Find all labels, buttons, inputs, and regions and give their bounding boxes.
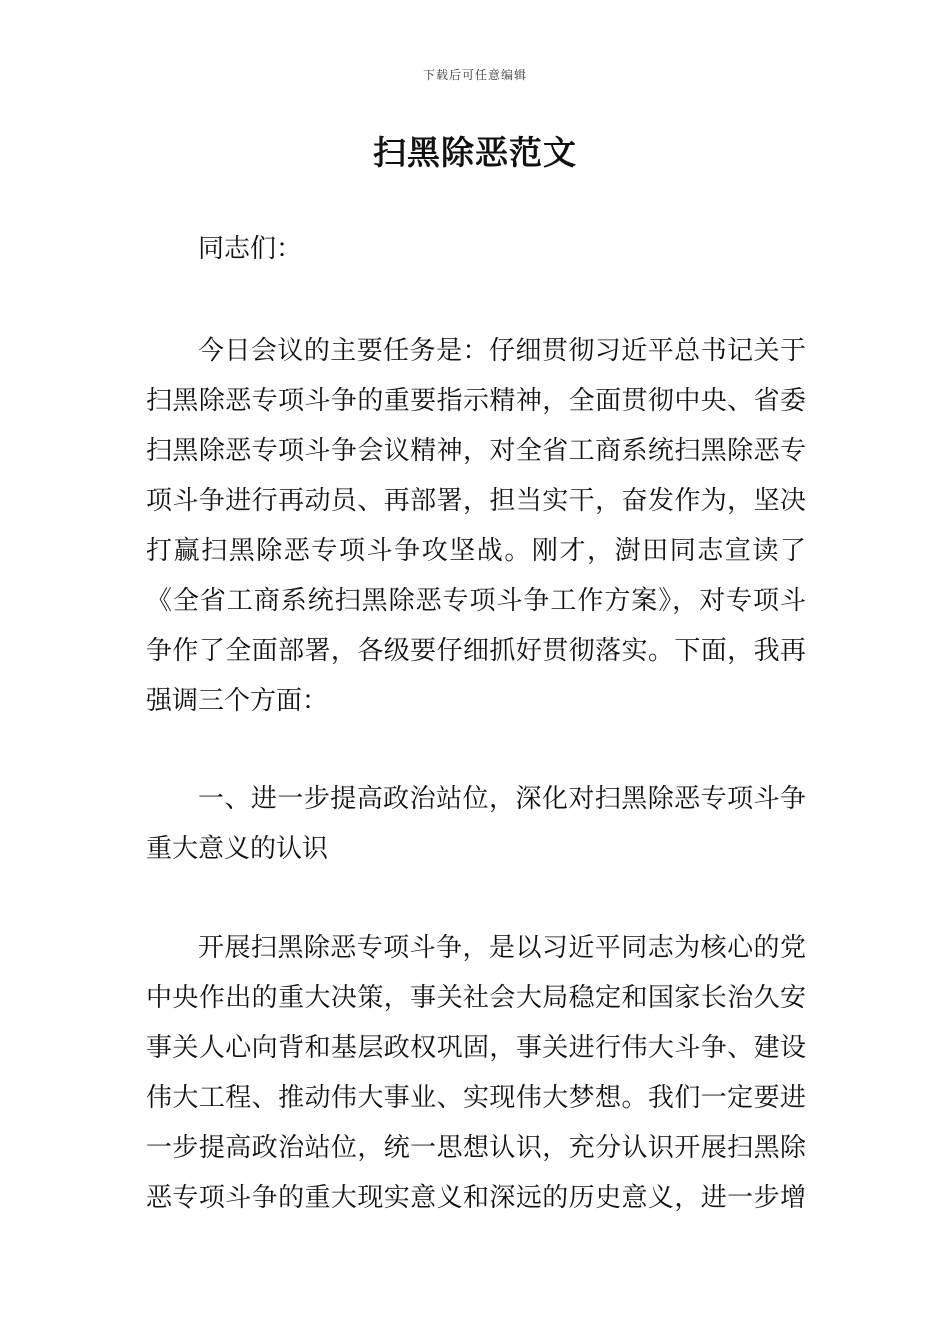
paragraph-line: 一步提高政治站位，统一思想认识，充分认识开展扫黑除: [146, 1133, 806, 1163]
paragraph-line: 伟大工程、推动伟大事业、实现伟大梦想。我们一定要进: [146, 1083, 806, 1113]
header-note: 下载后可任意编辑: [422, 68, 527, 82]
paragraph-line: 争作了全面部署，各级要仔细抓好贯彻落实。下面，我再: [146, 636, 806, 666]
section-heading-line: 一、进一步提高政治站位，深化对扫黑除恶专项斗争: [198, 784, 806, 814]
document-title: 扫黑除恶范文: [373, 133, 577, 172]
paragraph-line: 事关人心向背和基层政权巩固，事关进行伟大斗争、建设: [146, 1033, 806, 1063]
paragraph-line: 打赢扫黑除恶专项斗争攻坚战。刚才，澍田同志宣读了: [146, 536, 806, 566]
paragraph-line: 恶专项斗争的重大现实意义和深远的历史意义，进一步增: [146, 1183, 806, 1213]
paragraph-line: 扫黑除恶专项斗争的重要指示精神，全面贯彻中央、省委: [146, 386, 806, 416]
paragraph-line: 项斗争进行再动员、再部署，担当实干，奋发作为，坚决: [146, 486, 806, 516]
paragraph-line: 强调三个方面：: [146, 686, 329, 716]
greeting: 同志们：: [198, 234, 303, 264]
paragraph-line: 《全省工商系统扫黑除恶专项斗争工作方案》，对专项斗: [146, 586, 806, 616]
paragraph-line: 扫黑除恶专项斗争会议精神，对全省工商系统扫黑除恶专: [146, 436, 806, 466]
paragraph-line: 今日会议的主要任务是：仔细贯彻习近平总书记关于: [198, 336, 806, 366]
section-heading-line: 重大意义的认识: [146, 834, 329, 864]
paragraph-line: 开展扫黑除恶专项斗争，是以习近平同志为核心的党: [198, 933, 806, 963]
paragraph-line: 中央作出的重大决策，事关社会大局稳定和国家长治久安: [146, 983, 806, 1013]
